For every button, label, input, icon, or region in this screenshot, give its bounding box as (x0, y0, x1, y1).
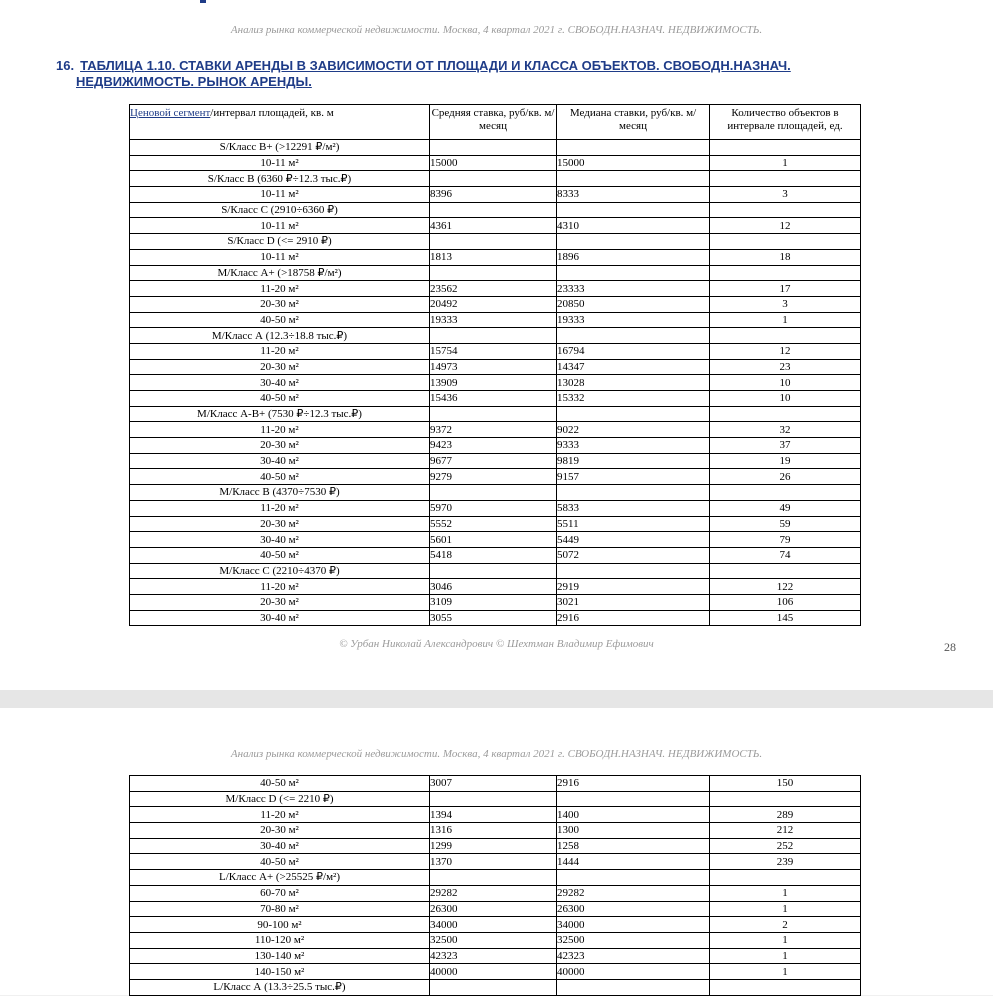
category-label: S/Класс С (2910÷6360 ₽) (130, 202, 430, 218)
table-row (130, 312, 861, 328)
empty-cell (557, 265, 710, 281)
table-body-2 (130, 776, 861, 996)
count-cell: 79 (710, 532, 861, 548)
table-row (130, 296, 861, 312)
avg-rate-cell: 1299 (430, 838, 557, 854)
empty-cell (557, 406, 710, 422)
count-cell: 37 (710, 438, 861, 454)
table-row (130, 422, 861, 438)
empty-cell (710, 979, 861, 995)
area-cell: 20-30 м² (130, 438, 430, 454)
empty-cell (710, 870, 861, 886)
avg-rate-cell: 15436 (430, 391, 557, 407)
area-cell: 11-20 м² (130, 281, 430, 297)
empty-cell (430, 979, 557, 995)
table-row (130, 343, 861, 359)
category-label: М/Класс С (2210÷4370 ₽) (130, 563, 430, 579)
empty-cell (557, 870, 710, 886)
table-row (130, 948, 861, 964)
avg-rate-cell: 4361 (430, 218, 557, 234)
empty-cell (710, 485, 861, 501)
avg-rate-cell: 14973 (430, 359, 557, 375)
count-cell: 1 (710, 964, 861, 980)
area-cell: 30-40 м² (130, 838, 430, 854)
avg-rate-cell: 19333 (430, 312, 557, 328)
median-rate-cell: 15000 (557, 155, 710, 171)
count-cell: 252 (710, 838, 861, 854)
empty-cell (557, 563, 710, 579)
area-cell: 11-20 м² (130, 807, 430, 823)
rent-table-part-2 (129, 775, 861, 996)
avg-rate-cell: 9372 (430, 422, 557, 438)
count-cell: 239 (710, 854, 861, 870)
table-row (130, 155, 861, 171)
area-cell: 20-30 м² (130, 516, 430, 532)
median-rate-cell: 9157 (557, 469, 710, 485)
table-row (130, 776, 861, 792)
avg-rate-cell: 5601 (430, 532, 557, 548)
table-row (130, 391, 861, 407)
empty-cell (557, 202, 710, 218)
median-rate-cell: 4310 (557, 218, 710, 234)
avg-rate-cell: 3007 (430, 776, 557, 792)
area-cell: 40-50 м² (130, 312, 430, 328)
median-rate-cell: 19333 (557, 312, 710, 328)
category-label: М/Класс D (<= 2210 ₽) (130, 791, 430, 807)
table-row (130, 823, 861, 839)
avg-rate-cell: 1370 (430, 854, 557, 870)
category-label: М/Класс А (12.3÷18.8 тыс.₽) (130, 328, 430, 344)
table-header-row (130, 105, 861, 140)
avg-rate-cell: 29282 (430, 885, 557, 901)
page-header: Анализ рынка коммерческой недвижимости. Москва, 4 квартал 2021 г. СВОБОДН.НАЗНАЧ. НЕДВИЖИМОСТЬ. (230, 24, 763, 36)
table-row (130, 532, 861, 548)
count-cell: 12 (710, 343, 861, 359)
median-rate-cell: 13028 (557, 375, 710, 391)
area-cell: 11-20 м² (130, 343, 430, 359)
avg-rate-cell: 40000 (430, 964, 557, 980)
category-row (130, 979, 861, 995)
avg-rate-cell: 34000 (430, 917, 557, 933)
median-rate-cell: 8333 (557, 187, 710, 203)
category-label: L/Класс А (13.3÷25.5 тыс.₽) (130, 979, 430, 995)
area-cell: 30-40 м² (130, 532, 430, 548)
count-cell: 59 (710, 516, 861, 532)
empty-cell (557, 140, 710, 156)
avg-rate-cell: 9677 (430, 453, 557, 469)
count-cell: 23 (710, 359, 861, 375)
category-row (130, 328, 861, 344)
avg-rate-cell: 13909 (430, 375, 557, 391)
count-cell: 1 (710, 901, 861, 917)
avg-rate-cell: 20492 (430, 296, 557, 312)
category-label: М/Класс А-В+ (7530 ₽÷12.3 тыс.₽) (130, 406, 430, 422)
table-row (130, 516, 861, 532)
empty-cell (430, 485, 557, 501)
empty-cell (557, 234, 710, 250)
count-cell: 12 (710, 218, 861, 234)
median-rate-cell: 2919 (557, 579, 710, 595)
count-cell: 10 (710, 391, 861, 407)
page-separator (0, 690, 993, 708)
median-rate-cell: 23333 (557, 281, 710, 297)
category-label: М/Класс В (4370÷7530 ₽) (130, 485, 430, 501)
median-rate-cell: 15332 (557, 391, 710, 407)
table-row (130, 901, 861, 917)
avg-rate-cell: 1316 (430, 823, 557, 839)
section-number: 16. (56, 58, 75, 73)
count-cell: 18 (710, 249, 861, 265)
avg-rate-cell: 5970 (430, 500, 557, 516)
avg-rate-cell: 9279 (430, 469, 557, 485)
median-rate-cell: 1896 (557, 249, 710, 265)
table-title (56, 58, 916, 90)
median-rate-cell: 5833 (557, 500, 710, 516)
table-row (130, 579, 861, 595)
category-row (130, 870, 861, 886)
empty-cell (557, 979, 710, 995)
price-segment-link[interactable]: Ценовой сегмент (130, 107, 211, 119)
table-row (130, 438, 861, 454)
empty-cell (710, 791, 861, 807)
area-cell: 10-11 м² (130, 155, 430, 171)
count-cell: 32 (710, 422, 861, 438)
count-cell: 17 (710, 281, 861, 297)
column-header-object-count: Количество объектов в интервале площадей, ед. (710, 105, 861, 140)
column-header-avg-rate: Средняя ставка, руб/кв. м/месяц (430, 105, 557, 140)
table-row (130, 838, 861, 854)
empty-cell (430, 202, 557, 218)
area-cell: 60-70 м² (130, 885, 430, 901)
area-cell: 20-30 м² (130, 823, 430, 839)
table-row (130, 610, 861, 626)
table-row (130, 932, 861, 948)
count-cell: 1 (710, 932, 861, 948)
area-cell: 140-150 м² (130, 964, 430, 980)
column-header-segment-rest: /интервал площадей, кв. м (210, 107, 334, 119)
table-row (130, 375, 861, 391)
page-footer: © Урбан Николай Александрович © Шехтман Владимир Ефимович (339, 638, 654, 650)
avg-rate-cell: 32500 (430, 932, 557, 948)
count-cell: 19 (710, 453, 861, 469)
empty-cell (710, 406, 861, 422)
avg-rate-cell: 26300 (430, 901, 557, 917)
count-cell: 1 (710, 312, 861, 328)
median-rate-cell: 32500 (557, 932, 710, 948)
area-cell: 11-20 м² (130, 422, 430, 438)
avg-rate-cell: 3109 (430, 594, 557, 610)
empty-cell (710, 140, 861, 156)
avg-rate-cell: 23562 (430, 281, 557, 297)
table-row (130, 547, 861, 563)
category-row (130, 485, 861, 501)
table-row (130, 249, 861, 265)
count-cell: 1 (710, 885, 861, 901)
rent-table-part-1 (129, 104, 861, 626)
area-cell: 40-50 м² (130, 776, 430, 792)
empty-cell (430, 234, 557, 250)
count-cell: 2 (710, 917, 861, 933)
count-cell: 1 (710, 948, 861, 964)
category-row (130, 140, 861, 156)
category-row (130, 202, 861, 218)
median-rate-cell: 5449 (557, 532, 710, 548)
count-cell: 212 (710, 823, 861, 839)
empty-cell (710, 563, 861, 579)
column-header-segment (130, 105, 430, 140)
median-rate-cell: 2916 (557, 610, 710, 626)
empty-cell (430, 171, 557, 187)
title-line-1: ТАБЛИЦА 1.10. СТАВКИ АРЕНДЫ В ЗАВИСИМОСТИ ОТ ПЛОЩАДИ И КЛАССА ОБЪЕКТОВ. СВОБОДН.НАЗНАЧ. (80, 58, 791, 73)
avg-rate-cell: 15000 (430, 155, 557, 171)
empty-cell (430, 791, 557, 807)
category-label: L/Класс А+ (>25525 ₽/м²) (130, 870, 430, 886)
empty-cell (710, 171, 861, 187)
count-cell: 106 (710, 594, 861, 610)
category-row (130, 171, 861, 187)
empty-cell (430, 870, 557, 886)
avg-rate-cell: 3055 (430, 610, 557, 626)
table-row (130, 917, 861, 933)
page-header-2: Анализ рынка коммерческой недвижимости. Москва, 4 квартал 2021 г. СВОБОДН.НАЗНАЧ. НЕДВИЖИМОСТЬ. (230, 748, 763, 760)
page-top-mark (200, 0, 206, 3)
category-row (130, 406, 861, 422)
avg-rate-cell: 5552 (430, 516, 557, 532)
avg-rate-cell: 3046 (430, 579, 557, 595)
empty-cell (430, 563, 557, 579)
median-rate-cell: 20850 (557, 296, 710, 312)
empty-cell (430, 265, 557, 281)
table-row (130, 453, 861, 469)
empty-cell (557, 328, 710, 344)
median-rate-cell: 3021 (557, 594, 710, 610)
page-number: 28 (944, 640, 956, 654)
area-cell: 40-50 м² (130, 469, 430, 485)
area-cell: 11-20 м² (130, 579, 430, 595)
area-cell: 130-140 м² (130, 948, 430, 964)
empty-cell (430, 406, 557, 422)
table-row (130, 885, 861, 901)
empty-cell (710, 234, 861, 250)
empty-cell (557, 171, 710, 187)
median-rate-cell: 40000 (557, 964, 710, 980)
median-rate-cell: 9819 (557, 453, 710, 469)
empty-cell (710, 328, 861, 344)
table-row (130, 359, 861, 375)
median-rate-cell: 9022 (557, 422, 710, 438)
median-rate-cell: 42323 (557, 948, 710, 964)
area-cell: 30-40 м² (130, 375, 430, 391)
avg-rate-cell: 42323 (430, 948, 557, 964)
empty-cell (557, 791, 710, 807)
median-rate-cell: 5511 (557, 516, 710, 532)
empty-cell (430, 140, 557, 156)
count-cell: 289 (710, 807, 861, 823)
category-label: М/Класс А+ (>18758 ₽/м²) (130, 265, 430, 281)
area-cell: 90-100 м² (130, 917, 430, 933)
median-rate-cell: 34000 (557, 917, 710, 933)
area-cell: 10-11 м² (130, 187, 430, 203)
table-row (130, 187, 861, 203)
table-row (130, 500, 861, 516)
area-cell: 20-30 м² (130, 594, 430, 610)
area-cell: 40-50 м² (130, 854, 430, 870)
area-cell: 20-30 м² (130, 359, 430, 375)
area-cell: 40-50 м² (130, 547, 430, 563)
area-cell: 11-20 м² (130, 500, 430, 516)
median-rate-cell: 1400 (557, 807, 710, 823)
avg-rate-cell: 8396 (430, 187, 557, 203)
median-rate-cell: 1300 (557, 823, 710, 839)
area-cell: 40-50 м² (130, 391, 430, 407)
median-rate-cell: 5072 (557, 547, 710, 563)
avg-rate-cell: 1813 (430, 249, 557, 265)
count-cell: 49 (710, 500, 861, 516)
area-cell: 110-120 м² (130, 932, 430, 948)
count-cell: 26 (710, 469, 861, 485)
category-label: S/Класс D (<= 2910 ₽) (130, 234, 430, 250)
count-cell: 145 (710, 610, 861, 626)
category-row (130, 265, 861, 281)
table-row (130, 854, 861, 870)
table-row (130, 594, 861, 610)
count-cell: 3 (710, 187, 861, 203)
table-row (130, 218, 861, 234)
column-header-median-rate: Медиана ставки, руб/кв. м/месяц (557, 105, 710, 140)
count-cell: 74 (710, 547, 861, 563)
median-rate-cell: 14347 (557, 359, 710, 375)
empty-cell (430, 328, 557, 344)
empty-cell (710, 265, 861, 281)
avg-rate-cell: 1394 (430, 807, 557, 823)
median-rate-cell: 26300 (557, 901, 710, 917)
count-cell: 1 (710, 155, 861, 171)
category-row (130, 234, 861, 250)
category-row (130, 791, 861, 807)
empty-cell (557, 485, 710, 501)
count-cell: 10 (710, 375, 861, 391)
document-page-2 (0, 708, 993, 995)
table-body-1 (130, 140, 861, 626)
table-row (130, 281, 861, 297)
count-cell: 3 (710, 296, 861, 312)
table-row (130, 469, 861, 485)
area-cell: 20-30 м² (130, 296, 430, 312)
category-label: S/Класс В (6360 ₽÷12.3 тыс.₽) (130, 171, 430, 187)
area-cell: 10-11 м² (130, 249, 430, 265)
avg-rate-cell: 9423 (430, 438, 557, 454)
avg-rate-cell: 15754 (430, 343, 557, 359)
area-cell: 10-11 м² (130, 218, 430, 234)
median-rate-cell: 2916 (557, 776, 710, 792)
median-rate-cell: 29282 (557, 885, 710, 901)
median-rate-cell: 1258 (557, 838, 710, 854)
avg-rate-cell: 5418 (430, 547, 557, 563)
category-row (130, 563, 861, 579)
area-cell: 30-40 м² (130, 610, 430, 626)
area-cell: 70-80 м² (130, 901, 430, 917)
count-cell: 150 (710, 776, 861, 792)
category-label: S/Класс В+ (>12291 ₽/м²) (130, 140, 430, 156)
table-row (130, 807, 861, 823)
title-line-2: НЕДВИЖИМОСТЬ. РЫНОК АРЕНДЫ. (76, 74, 312, 89)
median-rate-cell: 16794 (557, 343, 710, 359)
median-rate-cell: 9333 (557, 438, 710, 454)
table-row (130, 964, 861, 980)
count-cell: 122 (710, 579, 861, 595)
median-rate-cell: 1444 (557, 854, 710, 870)
empty-cell (710, 202, 861, 218)
area-cell: 30-40 м² (130, 453, 430, 469)
